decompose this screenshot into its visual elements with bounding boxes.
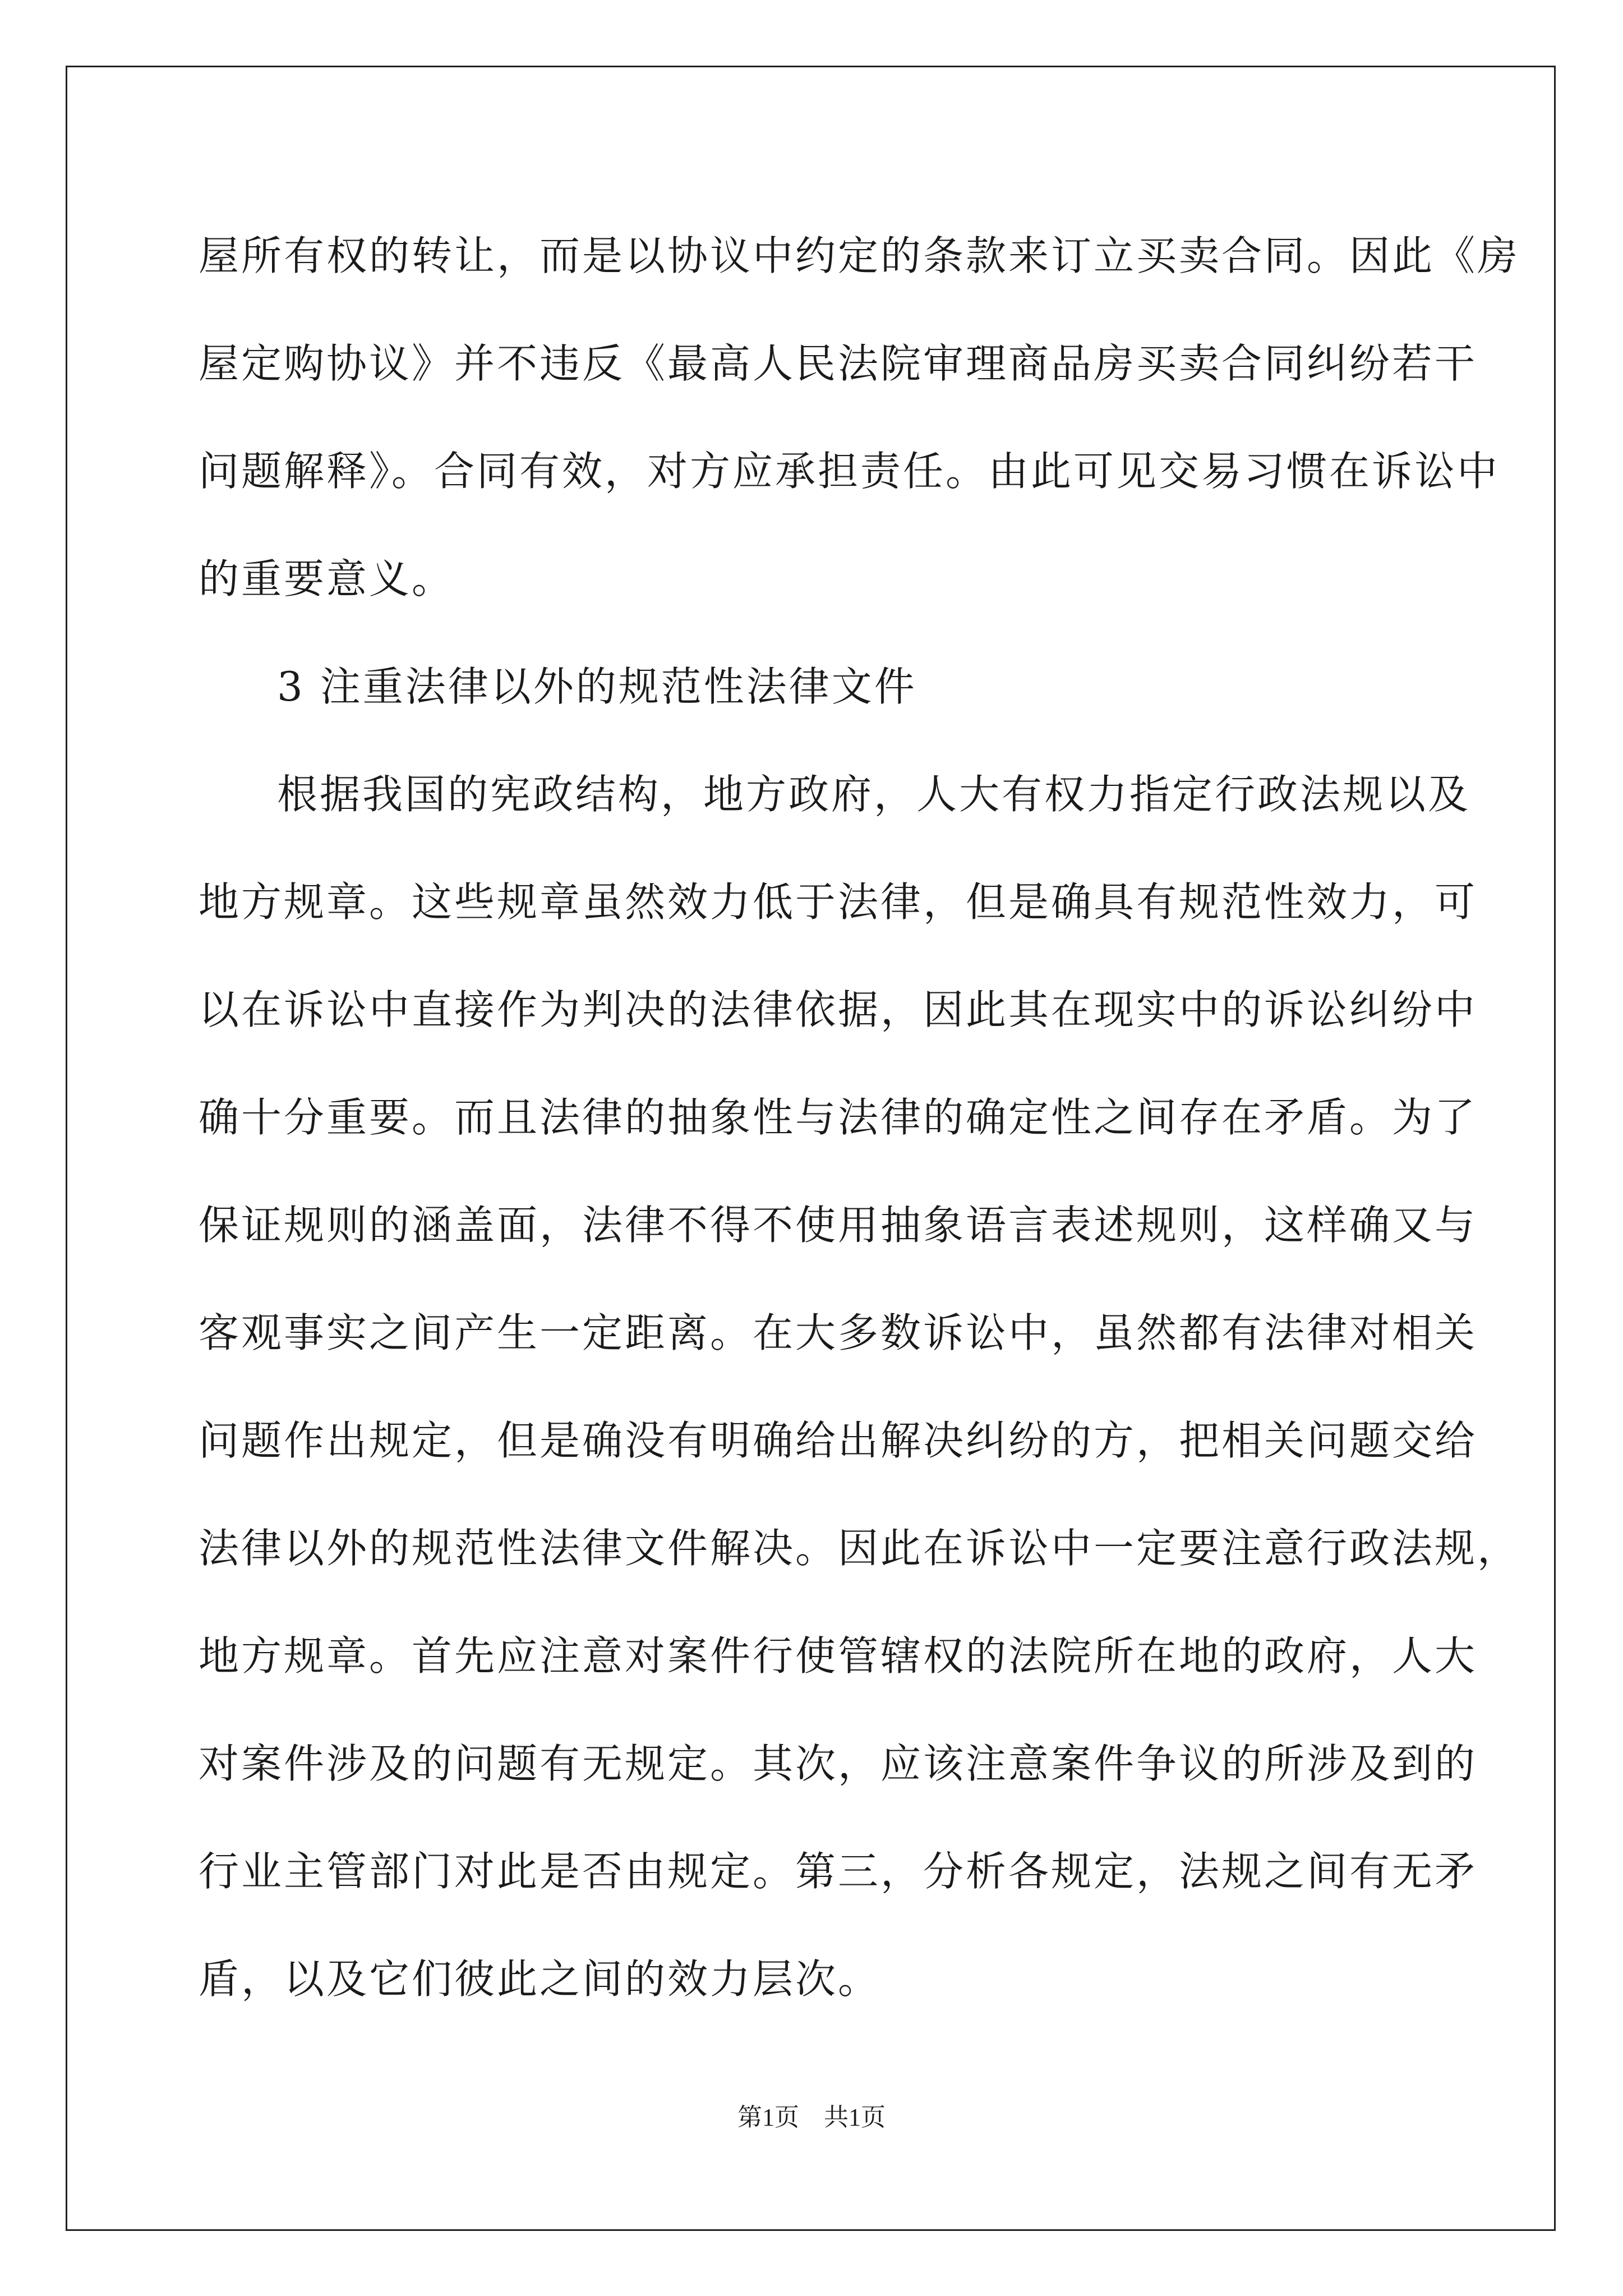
text-line: 屋定购协议》并不违反《最高人民法院审理商品房买卖合同纠纷若干 (199, 340, 1478, 387)
text-line: 问题作出规定，但是确没有明确给出解决纠纷的方，把相关问题交给 (199, 1417, 1478, 1464)
section-heading: 3 注重法律以外的规范性法律文件 (277, 663, 917, 710)
text-line: 问题解释》。合同有效，对方应承担责任。由此可见交易习惯在诉讼中 (199, 448, 1500, 495)
text-line: 客观事实之间产生一定距离。在大多数诉讼中，虽然都有法律对相关 (199, 1309, 1478, 1356)
page-number-footer: 第1页 共1页 (737, 2104, 886, 2131)
document-body (199, 202, 1520, 2033)
text-line: 的重要意义。 (199, 555, 455, 602)
text-line: 对案件涉及的问题有无规定。其次，应该注意案件争议的所涉及到的 (199, 1740, 1478, 1787)
text-line: 确十分重要。而且法律的抽象性与法律的确定性之间存在矛盾。为了 (199, 1094, 1478, 1141)
text-line: 地方规章。这些规章虽然效力低于法律，但是确具有规范性效力，可 (199, 878, 1478, 926)
text-line: 盾，以及它们彼此之间的效力层次。 (199, 1955, 881, 2003)
text-line: 根据我国的宪政结构，地方政府，人大有权力指定行政法规以及 (277, 771, 1471, 818)
text-line: 屋所有权的转让，而是以协议中约定的条款来订立买卖合同。因此《房 (199, 232, 1520, 279)
text-line: 以在诉讼中直接作为判决的法律依据，因此其在现实中的诉讼纠纷中 (199, 986, 1478, 1033)
text-line: 行业主管部门对此是否由规定。第三，分析各规定，法规之间有无矛 (199, 1848, 1478, 1895)
text-line: 法律以外的规范性法律文件解决。因此在诉讼中一定要注意行政法规， (199, 1525, 1520, 1572)
text-line: 保证规则的涵盖面，法律不得不使用抽象语言表述规则，这样确又与 (199, 1202, 1478, 1249)
text-line: 地方规章。首先应注意对案件行使管辖权的法院所在地的政府，人大 (199, 1632, 1478, 1680)
